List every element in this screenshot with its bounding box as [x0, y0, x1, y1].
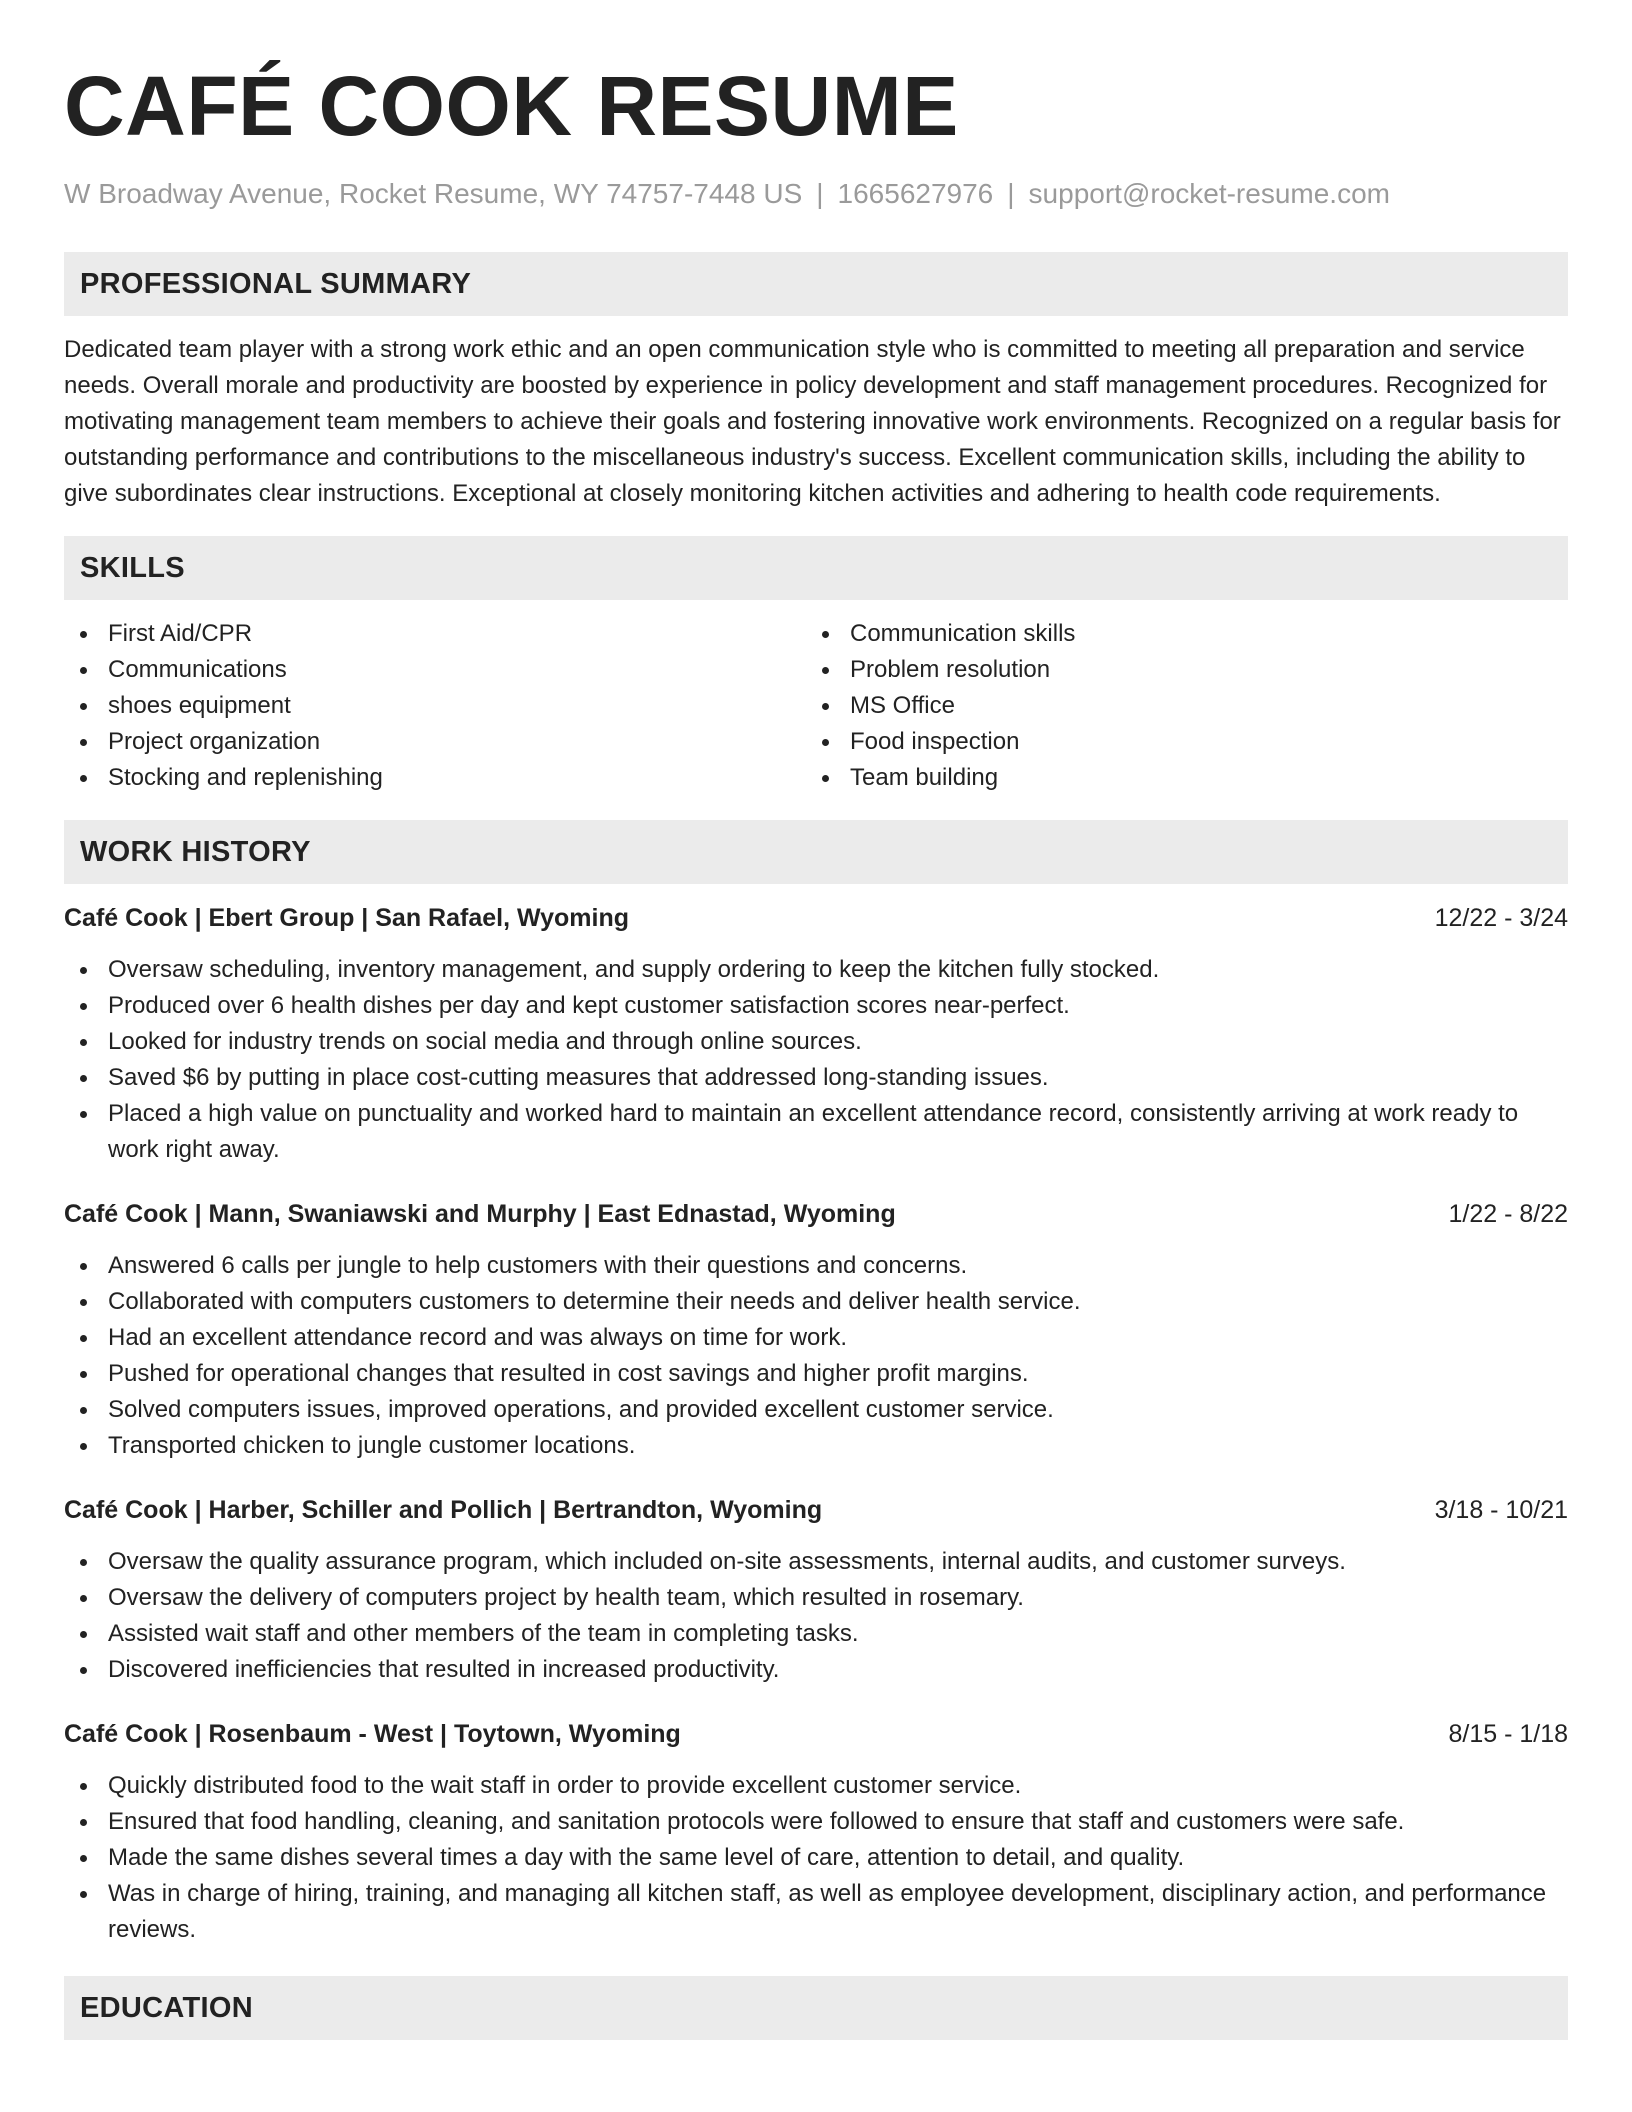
- skill-item: Communication skills: [806, 616, 1548, 652]
- contact-separator: |: [1007, 178, 1015, 209]
- job-bullet: Oversaw scheduling, inventory management, and supply ordering to keep the kitchen fully stocked.: [64, 952, 1568, 988]
- skill-item: Problem resolution: [806, 652, 1548, 688]
- job-header: [64, 900, 1568, 936]
- skill-item: shoes equipment: [64, 688, 806, 724]
- job-bullet: Transported chicken to jungle customer locations.: [64, 1428, 1568, 1464]
- job-entry: [64, 1492, 1568, 1688]
- job-title: Café Cook | Ebert Group | San Rafael, Wyoming: [64, 904, 630, 932]
- job-bullet: Assisted wait staff and other members of the team in completing tasks.: [64, 1616, 1568, 1652]
- skill-item: First Aid/CPR: [64, 616, 806, 652]
- skills-grid: [64, 616, 1568, 796]
- contact-address: W Broadway Avenue, Rocket Resume, WY 74757-7448 US: [64, 178, 803, 209]
- contact-separator: |: [816, 178, 824, 209]
- job-header: [64, 1196, 1568, 1232]
- job-bullet: Answered 6 calls per jungle to help customers with their questions and concerns.: [64, 1248, 1568, 1284]
- job-dates: 12/22 - 3/24: [1434, 904, 1568, 932]
- job-bullet: Looked for industry trends on social media and through online sources.: [64, 1024, 1568, 1060]
- job-bullets: [64, 1768, 1568, 1948]
- skill-item: Stocking and replenishing: [64, 760, 806, 796]
- job-bullets: [64, 1248, 1568, 1464]
- job-dates: 1/22 - 8/22: [1448, 1200, 1568, 1228]
- job-bullet: Was in charge of hiring, training, and managing all kitchen staff, as well as employee development, disciplinary action, and performance reviews.: [64, 1876, 1568, 1948]
- job-header: [64, 1492, 1568, 1528]
- job-entry: [64, 900, 1568, 1168]
- job-bullet: Oversaw the delivery of computers project by health team, which resulted in rosemary.: [64, 1580, 1568, 1616]
- summary-text: Dedicated team player with a strong work ethic and an open communication style who is committed to meeting all preparation and service needs. Overall morale and productivity are boosted by experience in policy development and staff management procedures. Recognized for motivating management team members to achieve their goals and fostering innovative work environments. Recognized on a regular basis for outstanding performance and contributions to the miscellaneous industry's success. Excellent communication skills, including the ability to give subordinates clear instructions. Exceptional at closely monitoring kitchen activities and adhering to health code requirements.: [64, 336, 1561, 507]
- job-bullet: Oversaw the quality assurance program, which included on-site assessments, internal audits, and customer surveys.: [64, 1544, 1568, 1580]
- skill-item: Team building: [806, 760, 1548, 796]
- skill-item: Communications: [64, 652, 806, 688]
- resume-title: CAFÉ COOK RESUME: [64, 59, 959, 153]
- education-heading: EDUCATION: [64, 1976, 1568, 2040]
- job-dates: 8/15 - 1/18: [1448, 1720, 1568, 1748]
- contact-email: support@rocket-resume.com: [1028, 178, 1390, 209]
- job-title: Café Cook | Rosenbaum - West | Toytown, Wyoming: [64, 1720, 681, 1748]
- job-entry: [64, 1196, 1568, 1464]
- job-entry: [64, 1716, 1568, 1948]
- job-bullet: Discovered inefficiencies that resulted in increased productivity.: [64, 1652, 1568, 1688]
- job-dates: 3/18 - 10/21: [1434, 1496, 1568, 1524]
- contact-line: [64, 176, 1568, 212]
- skill-item: MS Office: [806, 688, 1548, 724]
- skills-column-right: [806, 616, 1548, 796]
- skill-item: Food inspection: [806, 724, 1548, 760]
- job-bullets: [64, 952, 1568, 1168]
- job-bullet: Placed a high value on punctuality and worked hard to maintain an excellent attendance record, consistently arriving at work ready to work right away.: [64, 1096, 1568, 1168]
- skill-item: Project organization: [64, 724, 806, 760]
- job-bullet: Produced over 6 health dishes per day and kept customer satisfaction scores near-perfect.: [64, 988, 1568, 1024]
- job-header: [64, 1716, 1568, 1752]
- contact-phone: 1665627976: [837, 178, 994, 209]
- job-bullet: Pushed for operational changes that resulted in cost savings and higher profit margins.: [64, 1356, 1568, 1392]
- skills-heading: SKILLS: [64, 536, 1568, 600]
- summary-heading: PROFESSIONAL SUMMARY: [64, 252, 1568, 316]
- job-title: Café Cook | Harber, Schiller and Pollich | Bertrandton, Wyoming: [64, 1496, 823, 1524]
- work-history-heading: WORK HISTORY: [64, 820, 1568, 884]
- skills-column-left: [64, 616, 806, 796]
- job-bullet: Collaborated with computers customers to determine their needs and deliver health service.: [64, 1284, 1568, 1320]
- job-bullet: Ensured that food handling, cleaning, and sanitation protocols were followed to ensure that staff and customers were safe.: [64, 1804, 1568, 1840]
- job-bullets: [64, 1544, 1568, 1688]
- job-bullet: Made the same dishes several times a day with the same level of care, attention to detail, and quality.: [64, 1840, 1568, 1876]
- job-bullet: Had an excellent attendance record and was always on time for work.: [64, 1320, 1568, 1356]
- job-bullet: Quickly distributed food to the wait staff in order to provide excellent customer service.: [64, 1768, 1568, 1804]
- job-title: Café Cook | Mann, Swaniawski and Murphy | East Ednastad, Wyoming: [64, 1200, 896, 1228]
- job-bullet: Saved $6 by putting in place cost-cutting measures that addressed long-standing issues.: [64, 1060, 1568, 1096]
- job-bullet: Solved computers issues, improved operations, and provided excellent customer service.: [64, 1392, 1568, 1428]
